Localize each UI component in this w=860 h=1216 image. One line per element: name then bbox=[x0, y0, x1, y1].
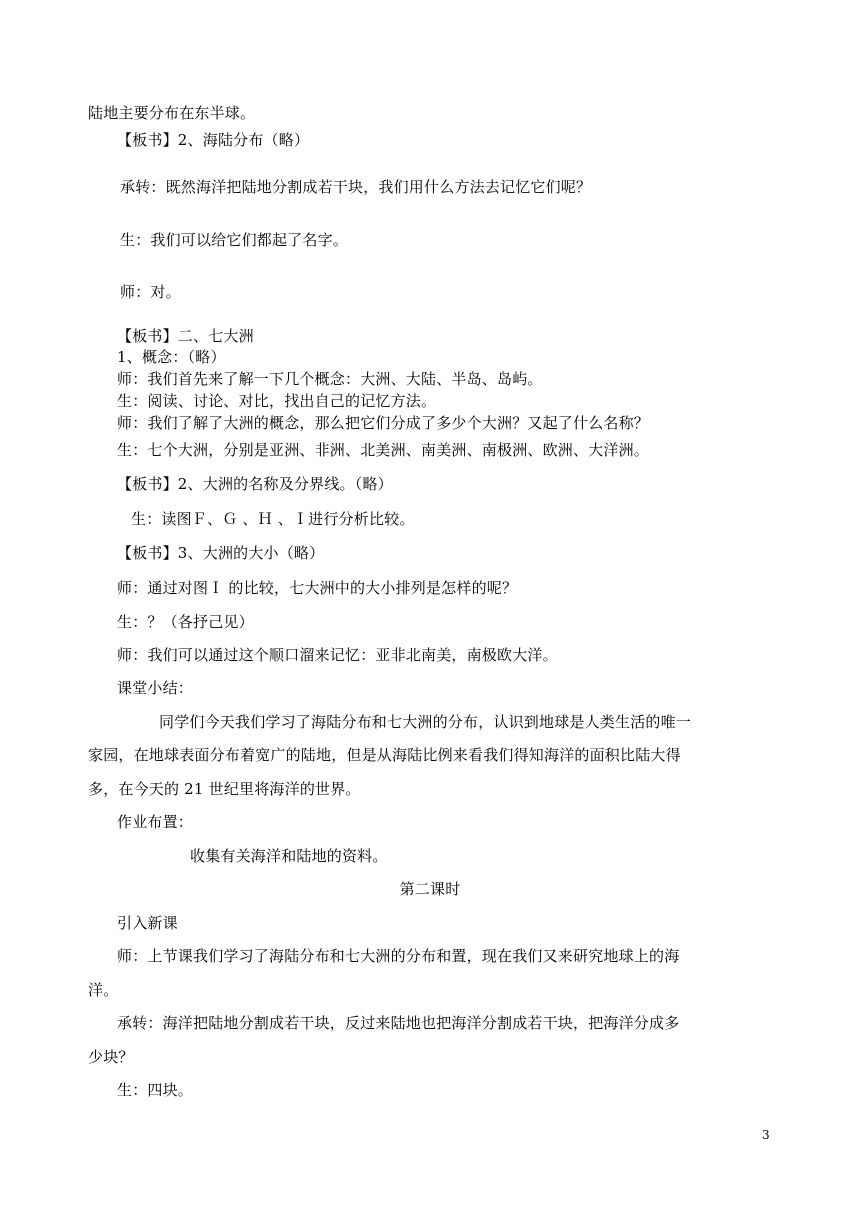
section-label: 作业布置： bbox=[117, 813, 194, 831]
text-line: 生：读图Ｆ、Ｇ 、Ｈ 、Ｉ进行分析比较。 bbox=[131, 510, 415, 528]
text-line: 陆地主要分布在东半球。 bbox=[88, 104, 256, 122]
summary-line: 家园，在地球表面分布着宽广的陆地，但是从海陆比例来看我们得知海洋的面积比陆大得 bbox=[88, 746, 681, 764]
section-label: 课堂小结： bbox=[117, 679, 194, 697]
text-line: 洋。 bbox=[88, 981, 119, 999]
section-label: 引入新课 bbox=[117, 914, 178, 932]
summary-line: 多，在今天的 21 世纪里将海洋的世界。 bbox=[88, 780, 361, 798]
text-line: 生：七个大洲，分别是亚洲、非洲、北美洲、南美洲、南极洲、欧洲、大洋洲。 bbox=[117, 441, 650, 459]
text-line: 师：我们首先来了解一下几个概念：大洲、大陆、半岛、岛屿。 bbox=[117, 370, 543, 388]
text-line: 承转：既然海洋把陆地分割成若干块，我们用什么方法去记忆它们呢？ bbox=[120, 178, 592, 196]
text-line: 少块？ bbox=[88, 1048, 134, 1066]
text-line: 1、概念：（略） bbox=[117, 348, 226, 366]
text-line: 师：通过对图Ｉ 的比较，七大洲中的大小排列是怎样的呢？ bbox=[117, 579, 518, 597]
board-note-line: 【板书】2、海陆分布（略） bbox=[117, 131, 310, 149]
summary-line: 同学们今天我们学习了海陆分布和七大洲的分布，认识到地球是人类生活的唯一 bbox=[159, 713, 692, 731]
text-line: 生：阅读、讨论、对比，找出自己的记忆方法。 bbox=[117, 392, 437, 410]
page-number: 3 bbox=[762, 1128, 770, 1142]
text-line: 师：上节课我们学习了海陆分布和七大洲的分布和置，现在我们又来研究地球上的海 bbox=[117, 947, 680, 965]
lesson-heading: 第二课时 bbox=[399, 880, 461, 898]
text-line: 生：四块。 bbox=[117, 1081, 194, 1099]
homework-line: 收集有关海洋和陆地的资料。 bbox=[190, 847, 388, 865]
text-line: 师：我们可以通过这个顺口溜来记忆：亚非北南美，南极欧大洋。 bbox=[117, 646, 558, 664]
text-line: 生：？（各抒己见） bbox=[117, 613, 254, 631]
text-line: 生：我们可以给它们都起了名字。 bbox=[120, 231, 349, 249]
text-line: 承转：海洋把陆地分割成若干块，反过来陆地也把海洋分割成若干块，把海洋分成多 bbox=[117, 1014, 680, 1032]
text-line: 师：我们了解了大洲的概念，那么把它们分成了多少个大洲？又起了什么名称？ bbox=[117, 414, 650, 432]
text-line: 师：对。 bbox=[120, 283, 181, 301]
board-note-line: 【板书】二、七大洲 bbox=[117, 327, 254, 345]
board-note-line: 【板书】2、大洲的名称及分界线。（略） bbox=[117, 475, 393, 493]
board-note-line: 【板书】3、大洲的大小（略） bbox=[117, 544, 325, 562]
